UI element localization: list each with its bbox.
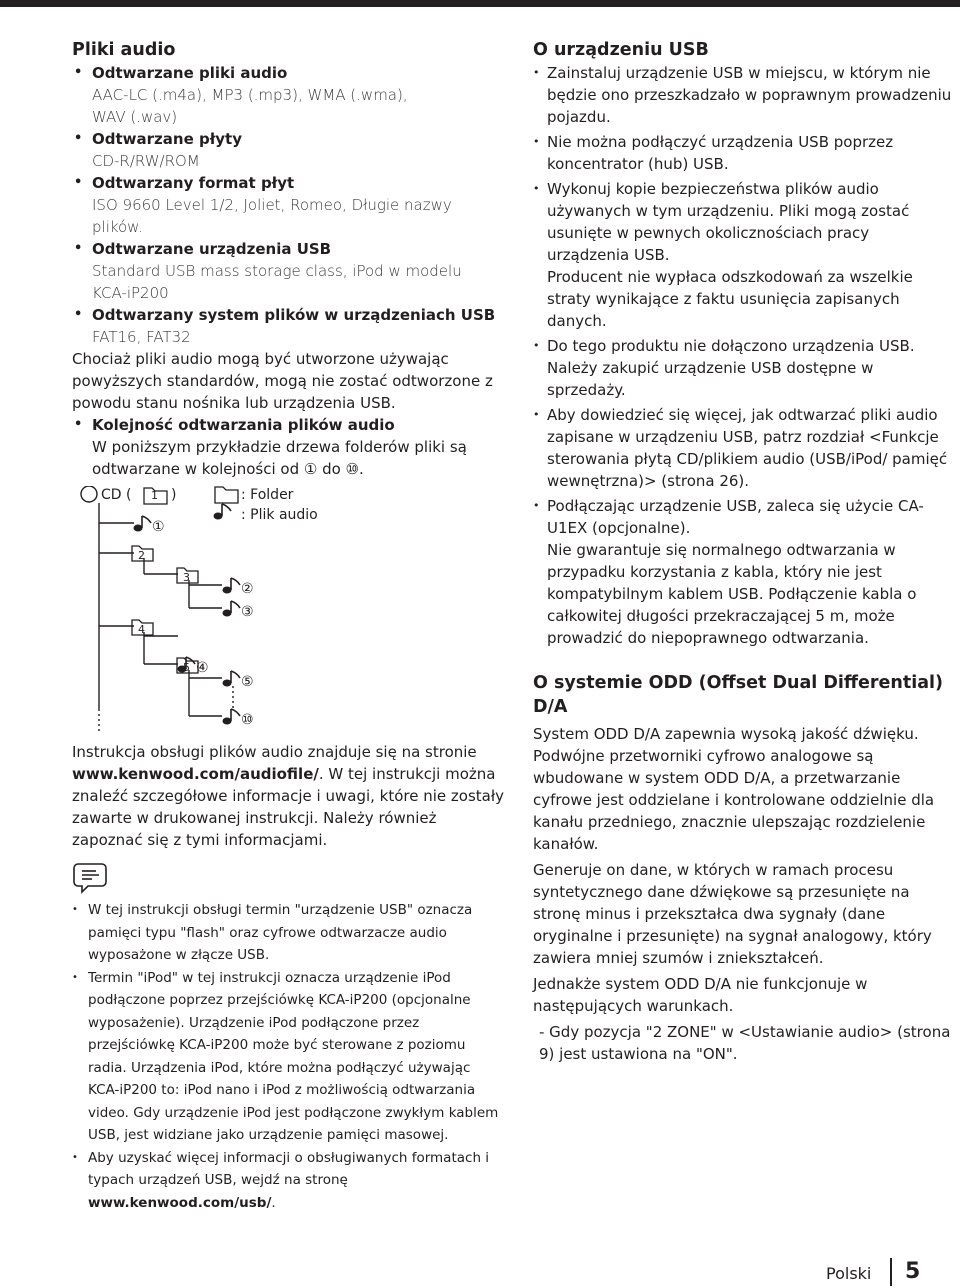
audio-file-icon — [223, 709, 241, 725]
file-order-number: ① — [152, 519, 165, 535]
spec-value: FAT16, FAT32 — [92, 328, 191, 346]
legend-folder-label: : Folder — [241, 487, 294, 503]
spec-item — [72, 172, 504, 238]
spec-title: • Odtwarzane płyty — [72, 128, 504, 150]
online-manual-text-rest: . W tej instrukcji można znaleźć szczegółowe informacje i uwagi, które nie zostały zawarte w drukowanej instrukcji. Należy również zapoznać się z tymi informacjami. — [72, 765, 505, 849]
usb-precaution: • Aby dowiedzieć się więcej, jak odtwarzać pliki audio zapisane w urządzeniu USB, patrz rozdział <Funkcje sterowania płytą CD/plikiem audio (USB/iPod/ pamięć wewnętrzna)> (strona 26). — [533, 404, 953, 492]
spec-title: • Odtwarzane pliki audio — [72, 62, 504, 84]
footer-language: Polski — [826, 1264, 872, 1283]
file-order-number: ③ — [241, 604, 254, 620]
spec-item — [72, 62, 504, 128]
note-item: • Termin "iPod" w tej instrukcji oznacza urządzenie iPod podłączone poprzez przejściówkę KCA-iP200 (opcjonalne wyposażenie). Urządzenie iPod podłączone przez przejściówkę KCA-iP200 może być sterowane z poziomu radia. Urządzenia iPod, które można podłączyć używając KCA-iP200 to: iPod nano i iPod z możliwością odtwarzania video. Gdy urządzenie iPod jest podłączone zwykłym kablem USB, jest widziane jako urządzenie pamięci masowej. — [72, 967, 504, 1147]
usb-precaution-detail: Producent nie wypłaca odszkodowań za wszelkie straty wynikające z faktu usunięcia zapisanych danych. — [547, 268, 913, 330]
spec-value: CD-R/RW/ROM — [92, 152, 200, 170]
note-text-end: . — [271, 1194, 276, 1211]
audio-file-icon — [134, 516, 152, 532]
spec-title: • Odtwarzane urządzenia USB — [72, 238, 504, 260]
spec-title: • Odtwarzany format płyt — [72, 172, 504, 194]
odd-condition: - Gdy pozycja "2 ZONE" w <Ustawianie audio> (strona 9) jest ustawiona na "ON". — [539, 1023, 951, 1063]
audio-file-icon — [223, 578, 241, 594]
file-order-number: ④ — [196, 660, 209, 676]
compatibility-note: Chociaż pliki audio mogą być utworzone używając powyższych standardów, mogą nie zostać odtworzone z powodu stanu nośnika lub urządzenia USB. — [72, 350, 493, 412]
spec-title: • Odtwarzany system plików w urządzeniach USB — [72, 304, 504, 326]
usb-precaution-detail: Nie gwarantuje się normalnego odtwarzania w przypadku korzystania z kabla, który nie jest kompatybilnym kablem USB. Podłączenie kabla o całkowitej długości przekraczającej 5 m, może prowadzić do niepoprawnego odtwarzania. — [547, 541, 917, 647]
note-item: • W tej instrukcji obsługi termin "urządzenie USB" oznacza pamięci typu "flash" oraz cyfrowe odtwarzacze audio wyposażone w złącze USB. — [72, 899, 504, 967]
usb-link[interactable]: www.kenwood.com/usb/ — [88, 1194, 272, 1211]
spec-item — [72, 238, 504, 304]
usb-precaution: • Podłączając urządzenie USB, zaleca się użycie CA-U1EX (opcjonalne). — [533, 495, 953, 539]
right-column — [533, 38, 953, 1069]
playback-order-title: • Kolejność odtwarzania plików audio — [72, 414, 504, 436]
tree-lines — [72, 486, 504, 741]
root-label: CD ( — [101, 487, 132, 503]
usb-precaution: • Do tego produktu nie dołączono urządzenia USB. Należy zakupić urządzenie USB dostępne w sprzedaży. — [533, 335, 953, 401]
audio-file-icon — [223, 601, 241, 617]
spec-value: plików. — [92, 218, 143, 236]
usb-precaution: • Zainstaluj urządzenie USB w miejscu, w którym nie będzie ono przeszkadzało w poprawnym prowadzeniu pojazdu. — [533, 62, 953, 128]
usb-precaution: • Wykonuj kopie bezpieczeństwa plików audio używanych w tym urządzeniu. Pliki mogą zostać usunięte w pewnych okolicznościach pracy urządzenia USB. — [533, 178, 953, 266]
online-manual-text: Instrukcja obsługi plików audio znajduje się na stronie — [72, 743, 477, 761]
legend-file-label: : Plik audio — [241, 507, 318, 523]
section-heading-odd: O systemie ODD (Offset Dual Differential) D/A — [533, 673, 944, 717]
spec-item — [72, 304, 504, 348]
legend-folder-icon — [215, 487, 238, 503]
folder-number: 3 — [183, 571, 190, 584]
root-folder-number: 1 — [151, 489, 158, 502]
spec-value: Standard USB mass storage class, iPod w modelu — [92, 262, 462, 280]
folder-number: 5 — [183, 661, 190, 674]
odd-paragraph: System ODD D/A zapewnia wysoką jakość dźwięku. Podwójne przetworniki cyfrowo analogowe są wbudowane w system ODD D/A, a przetwarzanie cyfrowe jest oddzielane i kontrolowane oddzielnie dla kanału przedniego, znacznie ulepszając rozdzielenie kanałów. — [533, 725, 935, 853]
spec-item — [72, 128, 504, 172]
legend-file-icon — [214, 504, 232, 520]
playback-order-text: W poniższym przykładzie drzewa folderów pliki są odtwarzane w kolejności od ① do ⑩. — [92, 438, 467, 478]
usb-precaution: • Nie można podłączyć urządzenia USB poprzez koncentrator (hub) USB. — [533, 131, 953, 175]
section-heading-usb-device: O urządzeniu USB — [533, 40, 709, 60]
spec-value: WAV (.wav) — [92, 108, 178, 126]
spec-value: ISO 9660 Level 1/2, Joliet, Romeo, Długie nazwy — [92, 196, 452, 214]
left-column — [72, 38, 504, 1214]
audio-file-icon — [223, 671, 241, 687]
odd-paragraph: Generuje on dane, w których w ramach procesu syntetycznego dane dźwiękowe są przesunięte na stronę minus i przekształca dwa sygnały (dane oryginalne i przesunięte) na sygnał analogowy, który zawiera mniej szumów i zniekształceń. — [533, 861, 932, 967]
folder-number: 2 — [138, 549, 145, 562]
footer-separator — [890, 1258, 892, 1286]
odd-paragraph: Jednakże system ODD D/A nie funkcjonuje w następujących warunkach. — [533, 975, 868, 1015]
note-item — [72, 1147, 504, 1215]
root-label-close: ) — [171, 487, 177, 503]
file-order-number: ⑩ — [241, 712, 254, 728]
note-icon — [72, 861, 108, 895]
online-manual-info — [72, 741, 504, 851]
page-number: 5 — [905, 1259, 921, 1284]
note-text: Aby uzyskać więcej informacji o obsługiwanych formatach i typach urządzeń USB, wejdź na stronę — [88, 1149, 490, 1188]
disc-icon — [81, 486, 97, 502]
spec-value: KCA-iP200 — [92, 284, 169, 302]
file-order-number: ⑤ — [241, 674, 254, 690]
folder-number: 4 — [138, 623, 145, 636]
folder-tree-diagram — [72, 486, 504, 741]
section-heading-audio-files: Pliki audio — [72, 40, 176, 60]
file-order-number: ② — [241, 581, 254, 597]
spec-value: AAC-LC (.m4a), MP3 (.mp3), WMA (.wma), — [92, 86, 408, 104]
audiofile-link[interactable]: www.kenwood.com/audiofile/ — [72, 765, 319, 783]
top-rule — [0, 0, 960, 7]
